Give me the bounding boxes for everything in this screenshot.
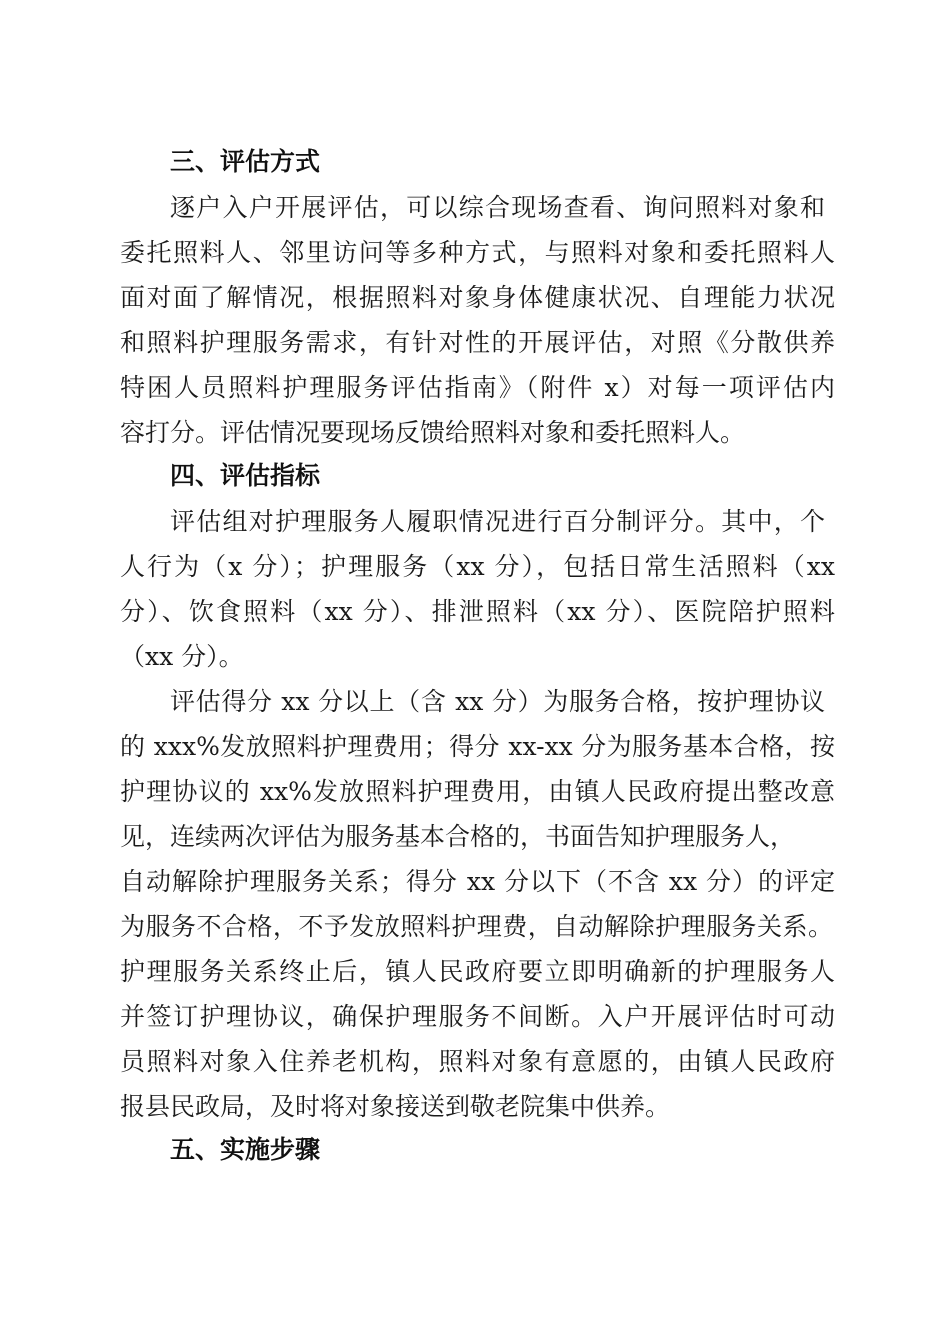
section-4-para-2-line-3: 护理协议的 xx%发放照料护理费用，由镇人民政府提出整改意 [120, 777, 835, 806]
section-3-line-2: 委托照料人、邻里访问等多种方式，与照料对象和委托照料人 [120, 238, 835, 267]
section-4-para-1-line-4: （xx 分）。 [120, 642, 244, 671]
section-4-para-2-line-7: 护理服务关系终止后，镇人民政府要立即明确新的护理服务人 [120, 957, 835, 986]
section-3-line-6: 容打分。评估情况要现场反馈给照料对象和委托照料人。 [120, 418, 746, 447]
section-4-para-2-line-9: 员照料对象入住养老机构，照料对象有意愿的，由镇人民政府 [120, 1047, 835, 1076]
section-3-line-4: 和照料护理服务需求，有针对性的开展评估，对照《分散供养 [120, 328, 835, 357]
section-5-heading: 五、实施步骤 [170, 1135, 321, 1164]
section-4-para-2-line-5: 自动解除护理服务关系；得分 xx 分以下（不含 xx 分）的评定 [120, 867, 835, 896]
section-3-line-5: 特困人员照料护理服务评估指南》（附件 x）对每一项评估内 [120, 373, 835, 402]
section-3-line-3: 面对面了解情况，根据照料对象身体健康状况、自理能力状况 [120, 283, 835, 312]
section-3-heading: 三、评估方式 [170, 147, 321, 176]
section-4-para-2-line-2: 的 xxx%发放照料护理费用；得分 xx-xx 分为服务基本合格，按 [120, 732, 835, 761]
section-4-heading: 四、评估指标 [170, 461, 321, 490]
section-3-line-1: 逐户入户开展评估，可以综合现场查看、询问照料对象和 [170, 193, 825, 222]
section-4-para-2-line-6: 为服务不合格，不予发放照料护理费，自动解除护理服务关系。 [120, 912, 833, 941]
section-4-para-2-line-4: 见，连续两次评估为服务基本合格的，书面告知护理服务人， [120, 822, 796, 851]
section-4-para-1-line-3: 分）、饮食照料（xx 分）、排泄照料（xx 分）、医院陪护照料 [120, 597, 835, 626]
section-4-para-2-line-10: 报县民政局，及时将对象接送到敬老院集中供养。 [120, 1092, 671, 1121]
section-4-para-2-line-1: 评估得分 xx 分以上（含 xx 分）为服务合格，按护理协议 [170, 687, 825, 716]
section-4-para-2-line-8: 并签订护理协议，确保护理服务不间断。入户开展评估时可动 [120, 1002, 835, 1031]
section-4-para-1-line-1: 评估组对护理服务人履职情况进行百分制评分。其中，个 [170, 507, 825, 536]
section-4-para-1-line-2: 人行为（x 分）；护理服务（xx 分），包括日常生活照料（xx [120, 552, 835, 581]
